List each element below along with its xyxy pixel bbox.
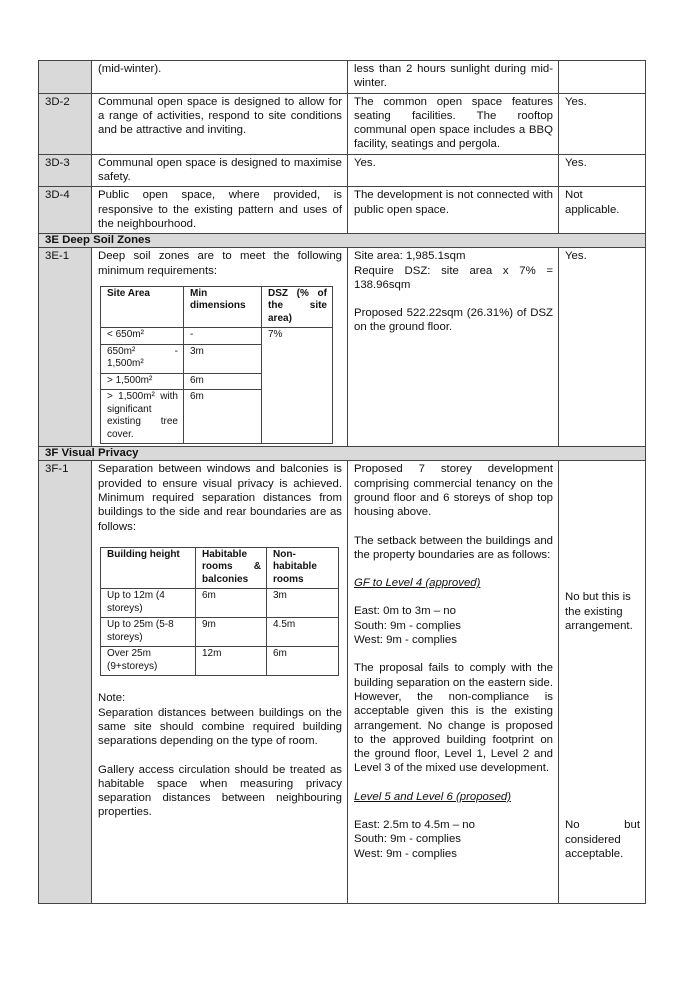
separation-cell: 6m	[196, 589, 267, 618]
separation-row	[101, 618, 339, 647]
response-cell	[348, 461, 559, 904]
separation-header-habitable: Habitable rooms & balconies	[196, 547, 267, 589]
response-cell	[348, 248, 559, 447]
response-text: Proposed 7 storey development comprising commercial tenancy on the ground floor and 6 storeys of shop top housing above.	[354, 463, 553, 519]
gf-west: West: 9m - complies	[354, 634, 457, 647]
separation-cell: 4.5m	[267, 618, 339, 647]
section-heading-row	[39, 447, 646, 461]
response-text: The setback between the buildings and the property boundaries are as follows:	[354, 534, 553, 561]
separation-table	[100, 547, 339, 677]
response-text: The development is not connected with public open space.	[348, 187, 559, 234]
table-row	[39, 187, 646, 234]
compliance-text: No but considered acceptable.	[565, 819, 640, 860]
dsz-cell: -	[184, 328, 262, 345]
table-row	[39, 248, 646, 447]
note-text: Gallery access circulation should be treated as habitable space when measuring privacy separation distances between neighbouring properties.	[98, 763, 342, 819]
separation-header-non-habitable: Non-habitable rooms	[267, 547, 339, 589]
control-code: 3D-2	[39, 93, 92, 154]
separation-cell: Over 25m (9+storeys)	[101, 647, 196, 676]
control-code: 3F-1	[39, 461, 92, 904]
dsz-table	[100, 286, 333, 445]
dsz-cell: < 650m²	[101, 328, 184, 345]
table-row	[39, 93, 646, 154]
table-row	[39, 461, 646, 904]
compliance-text: Yes.	[559, 154, 646, 187]
note-title: Note:	[98, 692, 126, 705]
dsz-header-site-area: Site Area	[101, 286, 184, 328]
separation-cell: 3m	[267, 589, 339, 618]
assessment-table	[38, 60, 645, 904]
dsz-cell: 650m² - 1,500m²	[101, 344, 184, 373]
l5-west: West: 9m - complies	[354, 847, 457, 860]
note-text: Separation distances between buildings on the same site should combine required building separations depending on the type of room.	[98, 706, 342, 748]
requirement-text: Deep soil zones are to meet the following minimum requirements:	[98, 250, 342, 277]
gf-south: South: 9m - complies	[354, 619, 461, 632]
response-text: less than 2 hours sunlight during mid-winter.	[348, 61, 559, 94]
gf-east: East: 0m to 3m – no	[354, 605, 456, 618]
compliance-text: Yes.	[559, 93, 646, 154]
separation-row	[101, 589, 339, 618]
separation-cell: Up to 12m (4 storeys)	[101, 589, 196, 618]
requirement-text: Communal open space is designed to allow for a range of activities, respond to site conditions and be attractive and inviting.	[92, 93, 348, 154]
control-code: 3D-4	[39, 187, 92, 234]
compliance-table	[38, 60, 646, 904]
l5-south: South: 9m - complies	[354, 833, 461, 846]
control-code: 3D-3	[39, 154, 92, 187]
gf-heading: GF to Level 4 (approved)	[354, 577, 481, 590]
response-line: Require DSZ: site area x 7% = 138.96sqm	[354, 264, 553, 291]
dsz-header-percentage: DSZ (% of the site area)	[262, 286, 333, 328]
requirement-text: (mid-winter).	[92, 61, 348, 94]
compliance-cell	[559, 461, 646, 904]
response-line: Site area: 1,985.1sqm	[354, 250, 466, 263]
section-heading: 3E Deep Soil Zones	[39, 234, 646, 248]
compliance-text: No but this is the existing arrangement.	[565, 591, 633, 632]
separation-cell: 9m	[196, 618, 267, 647]
table-row	[39, 61, 646, 94]
separation-cell: Up to 25m (5-8 storeys)	[101, 618, 196, 647]
l5-heading: Level 5 and Level 6 (proposed)	[354, 790, 512, 803]
section-heading: 3F Visual Privacy	[39, 447, 646, 461]
response-text: The common open space features seating facilities. The rooftop communal open space includes a BBQ facility, seatings and pergola.	[348, 93, 559, 154]
dsz-cell: 6m	[184, 373, 262, 390]
dsz-cell: 7%	[262, 328, 333, 444]
l5-east: East: 2.5m to 4.5m – no	[354, 819, 475, 831]
requirement-text: Separation between windows and balconies is provided to ensure visual privacy is achieved. Minimum required separation distances from buildings to the side and rear boundaries are as follows:	[98, 463, 342, 533]
control-code	[39, 61, 92, 94]
response-text: The proposal fails to comply with the building separation on the eastern side. However, the non-compliance is acceptable given this is the existing arrangement. No change is proposed to the approved building footprint on the ground floor, Level 1, Level 2 and Level 3 of the mixed use development.	[354, 662, 553, 775]
requirement-cell	[92, 461, 348, 904]
dsz-cell: 3m	[184, 344, 262, 373]
dsz-header-row	[101, 286, 333, 328]
response-line: Proposed 522.22sqm (26.31%) of DSZ on the ground floor.	[354, 307, 553, 334]
requirement-text: Communal open space is designed to maximise safety.	[92, 154, 348, 187]
compliance-text: Not applicable.	[559, 187, 646, 234]
section-heading-row	[39, 234, 646, 248]
dsz-header-min-dimensions: Min dimensions	[184, 286, 262, 328]
dsz-row	[101, 328, 333, 345]
control-code: 3E-1	[39, 248, 92, 447]
table-row	[39, 154, 646, 187]
compliance-text: Yes.	[559, 248, 646, 447]
separation-header-row	[101, 547, 339, 589]
compliance-text	[559, 61, 646, 94]
requirement-text: Public open space, where provided, is responsive to the existing pattern and uses of the neighbourhood.	[92, 187, 348, 234]
requirement-cell	[92, 248, 348, 447]
separation-row	[101, 647, 339, 676]
response-text: Yes.	[348, 154, 559, 187]
separation-cell: 6m	[267, 647, 339, 676]
separation-header-height: Building height	[101, 547, 196, 589]
dsz-cell: > 1,500m² with significant existing tree cover.	[101, 390, 184, 444]
dsz-cell: > 1,500m²	[101, 373, 184, 390]
dsz-cell: 6m	[184, 390, 262, 444]
separation-cell: 12m	[196, 647, 267, 676]
